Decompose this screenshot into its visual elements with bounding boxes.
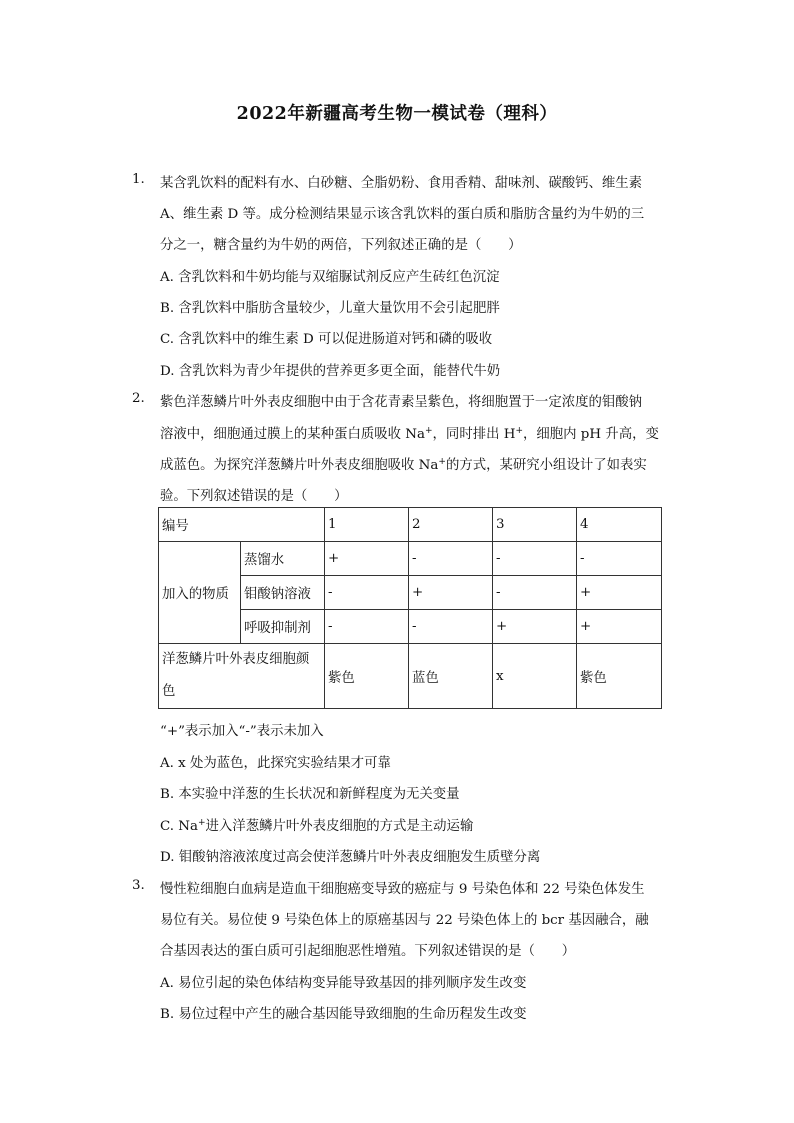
question-stem-line: 溶液中，细胞通过膜上的某种蛋白质吸收 Na+，同时排出 H+，细胞内 pH 升高，变	[160, 426, 659, 442]
table-cell: +	[577, 576, 662, 610]
table-cell: -	[409, 542, 493, 576]
option-a[interactable]: A. 含乳饮料和牛奶均能与双缩脲试剂反应产生砖红色沉淀	[160, 270, 500, 285]
question-stem-line: 慢性粒细胞白血病是造血干细胞癌变导致的癌症与 9 号染色体和 22 号染色体发生	[160, 882, 645, 897]
table-cell: +	[325, 542, 409, 576]
question-stem-line: 易位有关。易位使 9 号染色体上的原癌基因与 22 号染色体上的 bcr 基因融合，融	[160, 913, 649, 928]
table-cell: +	[577, 610, 662, 644]
header-cell: 4	[577, 508, 662, 542]
option-d[interactable]: D. 含乳饮料为青少年提供的营养更多更全面，能替代牛奶	[160, 364, 501, 379]
header-cell: 3	[493, 508, 577, 542]
table-cell: -	[325, 610, 409, 644]
question-number: 2.	[132, 391, 145, 406]
row-label-cell: 呼吸抑制剂	[241, 610, 325, 644]
table-cell: -	[493, 576, 577, 610]
question-stem-line: 分之一，糖含量约为牛奶的两倍，下列叙述正确的是（ ）	[160, 238, 522, 253]
result-cell: 紫色	[577, 644, 662, 709]
option-a[interactable]: A. 易位引起的染色体结构变异能导致基因的排列顺序发生改变	[160, 976, 527, 991]
option-b[interactable]: B. 本实验中洋葱的生长状况和新鲜程度为无关变量	[160, 787, 460, 802]
row-label-cell: 蒸馏水	[241, 542, 325, 576]
question-number: 1.	[132, 172, 145, 187]
question-stem-line: 验。下列叙述错误的是（ ）	[160, 489, 348, 504]
option-d[interactable]: D. 钼酸钠溶液浓度过高会使洋葱鳞片叶外表皮细胞发生质壁分离	[160, 850, 541, 865]
table-cell: -	[577, 542, 662, 576]
header-cell: 2	[409, 508, 493, 542]
option-c[interactable]: C. 含乳饮料中的维生素 D 可以促进肠道对钙和磷的吸收	[160, 332, 493, 347]
page-title: 2022年新疆高考生物一模试卷（理科）	[236, 104, 558, 124]
table-cell: +	[409, 576, 493, 610]
question-stem-line: A、维生素 D 等。成分检测结果显示该含乳饮料的蛋白质和脂肪含量约为牛奶的三	[160, 207, 645, 222]
option-b[interactable]: B. 含乳饮料中脂肪含量较少，儿童大量饮用不会引起肥胖	[160, 301, 500, 316]
option-b[interactable]: B. 易位过程中产生的融合基因能导致细胞的生命历程发生改变	[160, 1007, 527, 1022]
question-stem-line: 合基因表达的蛋白质可引起细胞恶性增殖。下列叙述错误的是（ ）	[160, 944, 576, 959]
question-stem-line: 紫色洋葱鳞片叶外表皮细胞中由于含花青素呈紫色，将细胞置于一定浓度的钼酸钠	[160, 395, 643, 410]
group-label-cell: 加入的物质	[159, 542, 241, 644]
question-stem-line: 某含乳饮料的配料有水、白砂糖、全脂奶粉、食用香精、甜味剂、碳酸钙、维生素	[160, 176, 643, 191]
option-c[interactable]: C. Na+进入洋葱鳞片叶外表皮细胞的方式是主动运输	[160, 818, 474, 834]
result-cell: x	[493, 644, 577, 709]
table-cell: +	[493, 610, 577, 644]
header-cell: 1	[325, 508, 409, 542]
table-cell: -	[409, 610, 493, 644]
table-cell: -	[325, 576, 409, 610]
experiment-table	[158, 507, 662, 709]
result-cell: 紫色	[325, 644, 409, 709]
header-label-cell: 编号	[159, 508, 325, 542]
question-number: 3.	[132, 878, 145, 893]
row-label-cell: 钼酸钠溶液	[241, 576, 325, 610]
result-cell: 蓝色	[409, 644, 493, 709]
table-note: “+”表示加入“-”表示未加入	[160, 724, 324, 739]
question-stem-line: 成蓝色。为探究洋葱鳞片叶外表皮细胞吸收 Na+的方式，某研究小组设计了如表实	[160, 457, 647, 473]
result-label-cell: 洋葱鳞片叶外表皮细胞颜色	[159, 644, 325, 709]
option-a[interactable]: A. x 处为蓝色，此探究实验结果才可靠	[160, 756, 391, 771]
table-cell: -	[493, 542, 577, 576]
